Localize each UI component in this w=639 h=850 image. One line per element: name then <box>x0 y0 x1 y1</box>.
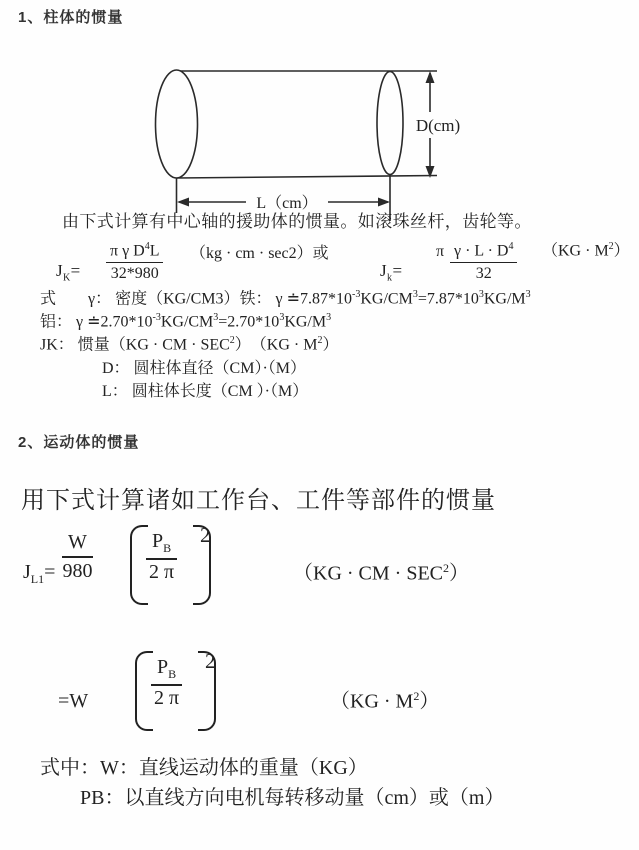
jk2-unit-exponent: 2 <box>608 241 614 252</box>
alu-exp2: 3 <box>213 312 219 323</box>
l-definition-line: L： 圆柱体长度（CM ）·（M） <box>102 383 309 400</box>
jl1-w-denominator: 980 <box>62 560 93 582</box>
note-w-definition: 式中：W：直线运动体的重量（KG） <box>40 757 368 779</box>
jk-num-tail: L <box>149 242 160 260</box>
jk2-denominator: 32 <box>475 264 492 282</box>
alu-mid3: KG/M <box>284 313 327 331</box>
cylinder-bottom-line <box>177 176 438 179</box>
alu-head: 铝： γ ≐2.70*10 <box>40 313 153 331</box>
l-arrow-right <box>378 198 390 207</box>
formula-jl1-w-fraction <box>62 530 93 583</box>
section2-heading: 2、运动体的惯量 <box>18 434 140 451</box>
iron-exp1: -3 <box>352 289 361 300</box>
alu-exp3: 3 <box>279 312 285 323</box>
d-definition-line: D： 圆柱体直径（CM）·（M） <box>102 360 307 377</box>
w-inner-fraction <box>151 656 182 710</box>
jk2-num-exponent: 4 <box>508 241 514 252</box>
w-power-exponent: 2 <box>205 649 216 673</box>
d-dimension-label: D(cm) <box>415 116 461 135</box>
jk2-subscript: k <box>387 272 393 284</box>
pb-symbol: P <box>152 530 164 552</box>
jk2-unit-tail: ） <box>613 242 630 260</box>
w-unit-head: （KG · M <box>330 690 414 713</box>
jl1-inner-fraction <box>146 530 177 584</box>
w-unit-exponent: 2 <box>413 689 420 703</box>
d-arrow-up <box>426 71 435 83</box>
jkdef-tail: ） <box>322 336 339 354</box>
formula-jk-lhs <box>56 261 81 284</box>
note-pb-definition: PB：以直线方向电机每转移动量（cm）或（m） <box>80 787 505 809</box>
jk2-symbol: J <box>380 261 388 280</box>
formula-jl1-unit <box>293 561 469 586</box>
jk-numerator <box>106 241 163 263</box>
jk-equals: = <box>70 261 81 280</box>
jk-denominator: 32*980 <box>110 264 159 282</box>
formula-w-unit <box>330 689 439 714</box>
section1-intro: 由下式计算有中心轴的援助体的惯量。如滚珠丝杆，齿轮等。 <box>62 212 532 231</box>
jk-symbol: J <box>56 261 64 280</box>
jl1-symbol: J <box>23 561 31 583</box>
pb-subscript: B <box>163 541 172 555</box>
iron-mid3: KG/M <box>483 290 526 308</box>
jl1-w-numerator: W <box>62 530 93 558</box>
cylinder-diagram <box>148 58 478 223</box>
cylinder-left-ellipse <box>156 70 198 178</box>
formula-jl1-lhs <box>23 560 55 586</box>
formula-w-bracket-group <box>135 651 216 731</box>
formula-jk2-unit <box>542 241 630 261</box>
jkdef-head: JK： 惯量（KG · CM · SEC <box>40 336 230 354</box>
section2-intro: 用下式计算诸如工作台、工件等部件的惯量 <box>21 488 496 514</box>
formula-w-lhs: =W <box>58 690 89 712</box>
w-inner-numerator <box>151 656 182 686</box>
jk2-equals: = <box>392 261 403 280</box>
iron-exp2: 3 <box>412 289 418 300</box>
jl1-subscript: L1 <box>30 572 45 586</box>
cylinder-right-ellipse <box>377 72 403 175</box>
jk-num-head: π γ D <box>110 242 145 260</box>
jl1-inner-numerator <box>146 530 177 560</box>
jk2-num-head: γ · L · D <box>454 242 509 260</box>
jl1-inner-denominator: 2 π <box>149 561 175 583</box>
jkdef-mid: ） （KG · M <box>234 336 318 354</box>
section1-heading: 1、柱体的惯量 <box>18 9 124 26</box>
iron-exp4: 3 <box>525 289 531 300</box>
jl1-unit-head: （KG · CM · SEC <box>293 562 444 585</box>
jk2-unit-head: （KG · M <box>542 242 609 260</box>
pb-symbol: P <box>157 656 169 678</box>
formula-jl1-bracket-group <box>130 525 211 605</box>
density-iron-line <box>40 289 531 309</box>
density-aluminum-line <box>40 312 331 332</box>
formula-jk-fraction <box>106 241 163 283</box>
l-arrow-left <box>177 198 189 207</box>
iron-exp3: 3 <box>478 289 484 300</box>
l-dimension-label: L（cm） <box>256 195 318 212</box>
w-inner-denominator: 2 π <box>154 687 180 709</box>
jkdef-exp1: 2 <box>229 335 235 346</box>
iron-head: 式 γ： 密度（KG/CM3）铁： γ ≐7.87*10 <box>40 290 353 308</box>
jk-num-exponent: 4 <box>144 241 150 252</box>
formula-jk-unit: （kg · cm · sec2）或 <box>190 245 329 262</box>
formula-jk2-lhs <box>380 261 402 284</box>
jk2-numerator <box>450 241 517 263</box>
formula-jk2-pi: π <box>436 243 445 260</box>
iron-mid1: KG/CM <box>360 290 413 308</box>
jl1-unit-exponent: 2 <box>443 561 450 575</box>
jl1-power-exponent: 2 <box>200 523 211 547</box>
alu-exp4: 3 <box>326 312 332 323</box>
formula-jk2-fraction <box>450 241 517 283</box>
alu-mid1: KG/CM <box>160 313 214 331</box>
w-unit-tail: ） <box>419 690 440 713</box>
jk-subscript: K <box>63 272 71 284</box>
iron-mid2: =7.87*10 <box>417 290 479 308</box>
jkdef-exp2: 2 <box>317 335 323 346</box>
jl1-equals: = <box>44 561 56 583</box>
alu-mid2: =2.70*10 <box>218 313 280 331</box>
pb-subscript: B <box>168 667 177 681</box>
alu-exp1: -3 <box>152 312 161 323</box>
jl1-unit-tail: ） <box>449 562 470 585</box>
jk-definition-line <box>40 335 338 355</box>
